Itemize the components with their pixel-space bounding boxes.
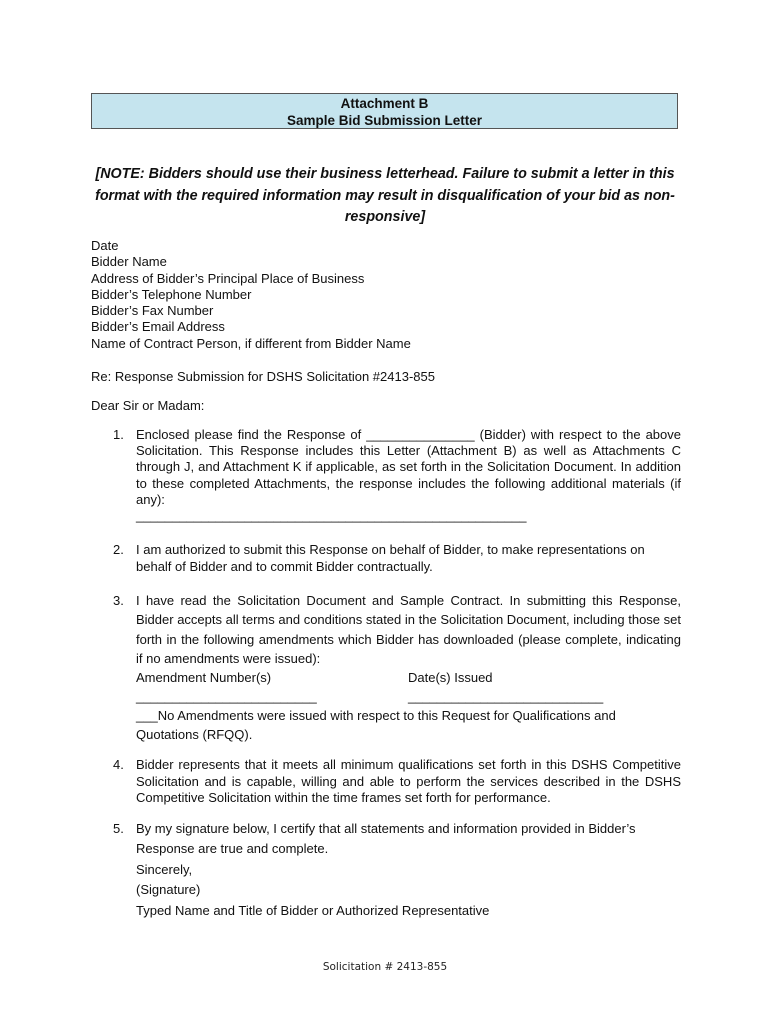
list-item-4	[91, 757, 681, 807]
attachment-label: Attachment B	[340, 96, 429, 111]
list-number: 1.	[113, 427, 124, 442]
item-2-text: I am authorized to submit this Response on behalf of Bidder, to make representations on behalf of Bidder and to commit Bidder contractually.	[136, 542, 645, 574]
list-item-3	[91, 591, 681, 745]
address-line-email: Bidder’s Email Address	[91, 319, 225, 335]
typed-name-title: Typed Name and Title of Bidder or Authorized Representative	[136, 902, 490, 918]
item-5-text: By my signature below, I certify that all statements and information provided in Bidder’s Response are true and complete.	[136, 821, 636, 857]
item-4-text: Bidder represents that it meets all minimum qualifications set forth in this DSHS Competitive Solicitation and is capable, willing and able to perform the services described in the DSHS Competitive Solicitation within the time frames set forth for performance.	[136, 757, 681, 805]
amendment-blanks	[136, 687, 681, 706]
list-item-2	[91, 542, 681, 575]
address-line-place-of-business: Address of Bidder’s Principal Place of Business	[91, 270, 365, 286]
list-item-1	[91, 427, 681, 524]
page-footer: Solicitation # 2413-855	[322, 961, 448, 973]
bidder-note: [NOTE: Bidders should use their business letterhead. Failure to submit a letter in this format with the required information may result in disqualification of your bid as non-responsive]	[95, 166, 675, 225]
document-title: Sample Bid Submission Letter	[286, 113, 483, 128]
list-number: 3.	[113, 593, 124, 608]
address-line-telephone: Bidder’s Telephone Number	[91, 286, 252, 302]
address-line-date: Date	[91, 238, 119, 253]
item-3-text: I have read the Solicitation Document and Sample Contract. In submitting this Response, Bidder accepts all terms and conditions stated in the Solicitation Document, including those set forth in the following amendments which Bidder has downloaded (please complete, indicating if no amendments were issued):	[136, 593, 681, 666]
sincerely-closing: Sincerely,	[136, 861, 193, 877]
list-number: 5.	[113, 821, 124, 836]
list-item-5	[91, 819, 681, 921]
attachment-title-box	[91, 93, 678, 129]
address-line-bidder-name: Bidder Name	[91, 254, 167, 270]
salutation: Dear Sir or Madam:	[91, 398, 205, 413]
additional-materials-blank: ______________________________________________________	[136, 508, 527, 524]
address-line-fax: Bidder’s Fax Number	[91, 303, 214, 319]
address-line-contract-person: Name of Contract Person, if different from Bidder Name	[91, 335, 411, 351]
list-number: 4.	[113, 757, 124, 772]
address-block	[91, 238, 651, 352]
signature-placeholder: (Signature)	[136, 882, 201, 898]
list-number: 2.	[113, 542, 124, 557]
no-amendments-statement: ___No Amendments were issued with respect to this Request for Qualifications and Quotations (RFQQ).	[136, 708, 616, 743]
amendment-headers	[136, 668, 681, 687]
amendment-number-blank: _________________________	[136, 689, 317, 705]
date-issued-blank: ___________________________	[408, 689, 604, 705]
re-line: Re: Response Submission for DSHS Solicitation #2413-855	[91, 369, 435, 384]
date-issued-header: Date(s) Issued	[408, 670, 493, 686]
amendment-number-header: Amendment Number(s)	[136, 670, 272, 686]
item-1-text: Enclosed please find the Response of _______________ (Bidder) with respect to the above Solicitation. This Response includes this Letter (Attachment B) as well as Attachments C through J, and Attachment K if applicable, as set forth in the Solicitation Document. In addition to these completed Attachments, the response includes the following additional materials (if any):	[136, 427, 681, 507]
